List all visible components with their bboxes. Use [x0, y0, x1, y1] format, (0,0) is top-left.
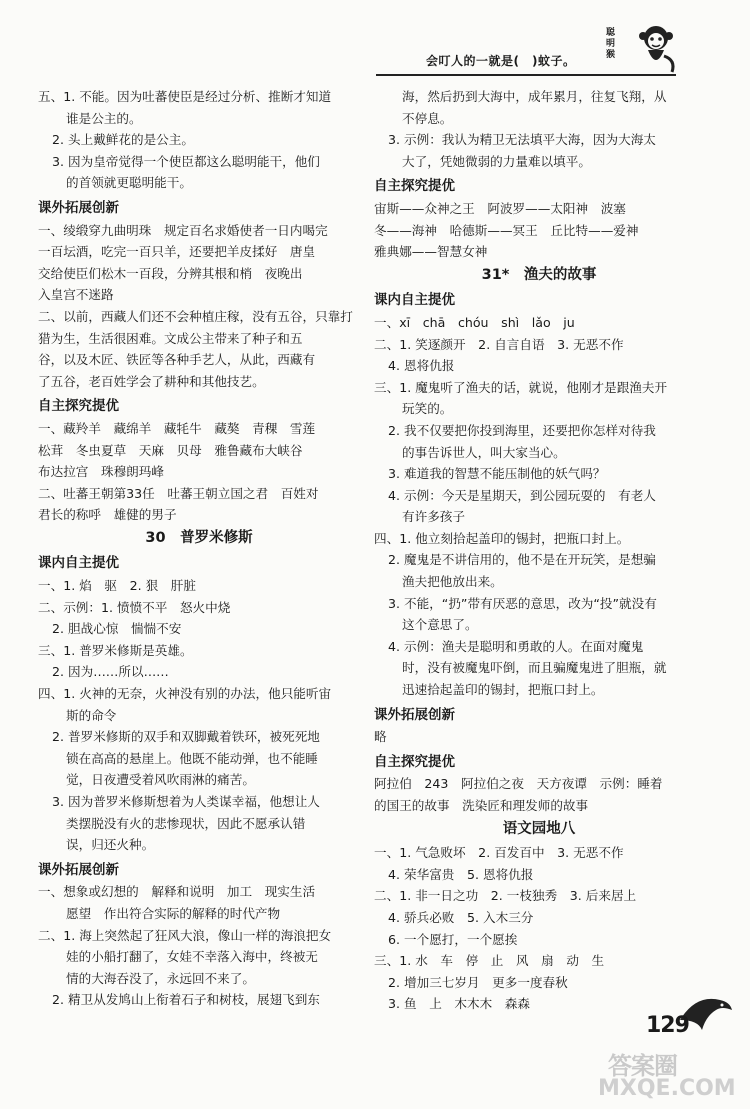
answer-line: 三、1. 普罗米修斯是英雄。: [38, 642, 193, 658]
answer-line: 2. 我不仅要把你投到海里，还要把你怎样对待我: [388, 422, 656, 438]
watermark-url: MXQE.COM: [598, 1076, 736, 1101]
answer-line: 的首领就更聪明能干。: [66, 175, 192, 191]
answer-line: 时，没有被魔鬼吓倒，而且骗魔鬼进了胆瓶，就: [402, 660, 667, 676]
left-column: [38, 86, 360, 1011]
answer-line: 大了，凭她微弱的力量难以填平。: [402, 153, 591, 169]
answer-line: 4. 恩将仇报: [388, 358, 455, 374]
answer-line: 3. 因为普罗米修斯想着为人类谋幸福，他想让人: [52, 794, 320, 809]
answer-line: 3. 鱼 上 木木木 森森: [388, 996, 530, 1012]
answer-line: 2. 因为……所以……: [52, 664, 169, 680]
answer-line: 斯的命令: [66, 707, 117, 723]
answer-line: 2. 魔鬼是不讲信用的，他不是在开玩笑，是想骗: [388, 552, 656, 568]
header-riddle: 会叮人的一就是( )蚊子。: [426, 54, 576, 68]
answer-line: 谁是公主的。: [66, 110, 142, 126]
answer-line: 玩笑的。: [402, 401, 453, 417]
section-heading: 课外拓展创新: [38, 199, 119, 216]
section-heading: 课外拓展创新: [374, 706, 455, 723]
section-heading: 自主探究提优: [374, 178, 455, 195]
right-column: [374, 86, 704, 1015]
answer-line: 有许多孩子: [402, 509, 465, 525]
answer-line: 4. 示例：渔夫是聪明和勇敢的人。在面对魔鬼: [388, 638, 644, 654]
answer-line: 4. 骄兵必败 5. 入木三分: [388, 909, 534, 925]
answer-line: 3. 难道我的智慧不能压制他的妖气吗？: [388, 466, 606, 482]
lesson-title: 30 普罗米修斯: [145, 529, 253, 546]
answer-line: 2. 精卫从发鸠山上衔着石子和树枝，展翅飞到东: [52, 992, 320, 1008]
answer-line: 五、1. 不能。因为吐蕃使臣是经过分析、推断才知道: [38, 89, 332, 104]
answer-line: 了五谷，老百姓学会了耕种和其他技艺。: [38, 373, 265, 389]
header-badge: 聪明猴: [606, 28, 616, 60]
watermark-logo: 答案圈: [608, 1052, 677, 1080]
answer-line: 四、1. 火神的无奈，火神没有别的办法，他只能听宙: [38, 686, 332, 702]
answer-line: 略: [374, 729, 387, 745]
section-heading: 课外拓展创新: [38, 861, 119, 878]
answer-line: 娃的小船打翻了，女娃不幸落入海中，终被无: [66, 949, 318, 965]
answer-line: 2. 普罗米修斯的双手和双脚戴着铁环，被死死地: [52, 729, 320, 745]
answer-line: 一、1. 气急败坏 2. 百发百中 3. 无恶不作: [374, 845, 624, 861]
answer-line: 类摆脱没有火的悲惨现状，因此不愿承认错: [66, 815, 306, 831]
answer-line: 2. 胆战心惊 惴惴不安: [52, 621, 182, 637]
answer-line: 四、1. 他立刻拾起盖印的锡封，把瓶口封上。: [374, 530, 630, 546]
answer-line: 三、1. 魔鬼听了渔夫的话，就说，他刚才是跟渔夫开: [374, 379, 668, 395]
lesson-title: 31* 渔夫的故事: [481, 266, 597, 283]
answer-line: 一、想象或幻想的 解释和说明 加工 现实生活: [38, 884, 316, 900]
answer-line: 误，归还火种。: [66, 837, 155, 853]
answer-line: 阿拉伯 243 阿拉伯之夜 天方夜谭 示例：睡着: [374, 776, 663, 792]
answer-line: 谷，以及木匠、铁匠等各种手艺人，从此，西藏有: [38, 352, 316, 368]
answer-line: 松茸 冬虫夏草 天麻 贝母 雅鲁藏布大峡谷: [38, 442, 303, 458]
answer-line: 宙斯——众神之王 阿波罗——太阳神 波塞: [374, 200, 626, 216]
page-number: 129: [646, 1013, 689, 1038]
answer-line: 二、以前，西藏人们还不会种植庄稼，没有五谷，只靠打: [38, 308, 353, 324]
answer-line: 的国王的故事 洗染匠和理发师的故事: [374, 798, 589, 813]
answer-line: 一、xī chā chóu shì lǎo ju: [374, 314, 575, 330]
answer-line: 情的大海吞没了，永远回不来了。: [66, 970, 255, 986]
answer-line: 3. 示例：我认为精卫无法填平大海，因为大海太: [388, 132, 656, 148]
answer-line: 2. 增加三七岁月 更多一度春秋: [388, 974, 568, 990]
answer-line: 4. 示例：今天是星期天，到公园玩耍的 有老人: [388, 487, 656, 503]
answer-line: 觉，日夜遭受着风吹雨淋的痛苦。: [66, 772, 255, 788]
answer-line: 不停息。: [402, 110, 453, 126]
answer-line: 交给使臣们松木一百段，分辨其根和梢 夜晚出: [38, 265, 303, 281]
answer-line: 布达拉宫 珠穆朗玛峰: [38, 464, 164, 480]
section-heading: 课内自主提优: [374, 292, 455, 309]
section-heading: 自主探究提优: [374, 753, 455, 770]
section-heading: 课内自主提优: [38, 555, 119, 572]
answer-line: 一、藏羚羊 藏绵羊 藏牦牛 藏獒 青稞 雪莲: [38, 420, 316, 436]
answer-line: 一百坛酒，吃完一百只羊，还要把羊皮揉好 唐皇: [38, 244, 316, 260]
answer-line: 入皇宫不迷路: [38, 287, 114, 303]
answer-line: 海，然后扔到大海中，成年累月，往复飞翔，从: [402, 89, 667, 104]
answer-line: 二、吐蕃王朝第33任 吐蕃王朝立国之君 百姓对: [38, 485, 319, 501]
section-heading: 自主探究提优: [38, 398, 119, 415]
answer-line: 冬——海神 哈德斯——冥王 丘比特——爱神: [374, 222, 639, 238]
answer-line: 3. 不能，“扔”带有厌恶的意思，改为“投”就没有: [388, 595, 657, 611]
answer-line: 一、1. 焰 驱 2. 狠 肝脏: [38, 578, 196, 594]
answer-line: 愿望 作出符合实际的解释的时代产物: [66, 905, 281, 921]
answer-line: 三、1. 水 车 停 止 风 扇 动 生: [374, 953, 605, 969]
answer-line: 2. 头上戴鲜花的是公主。: [52, 132, 194, 148]
answer-line: 二、示例：1. 愤愤不平 怒火中烧: [38, 599, 231, 615]
answer-line: 二、1. 笑逐颜开 2. 自言自语 3. 无恶不作: [374, 336, 624, 352]
monkey-mascot-icon: [630, 22, 680, 76]
answer-line: 锁在高高的悬崖上。他既不能动弹，也不能睡: [66, 750, 318, 766]
answer-line: 4. 荣华富贵 5. 恩将仇报: [388, 866, 534, 882]
answer-line: 二、1. 海上突然起了狂风大浪，像山一样的海浪把女: [38, 927, 332, 943]
answer-line: 猎为生，生活很困难。文成公主带来了种子和五: [38, 330, 303, 346]
answer-line: 迅速拾起盖印的锡封，把瓶口封上。: [402, 682, 604, 698]
lesson-title: 语文园地八: [502, 820, 576, 837]
answer-line: 这个意思了。: [402, 617, 478, 633]
answer-line: 3. 因为皇帝觉得一个使臣都这么聪明能干，他们: [52, 153, 320, 169]
answer-line: 6. 一个愿打，一个愿挨: [388, 931, 518, 947]
answer-line: 渔夫把他放出来。: [402, 574, 503, 590]
answer-line: 君长的称呼 雄健的男子: [38, 507, 177, 523]
answer-line: 二、1. 非一日之功 2. 一枝独秀 3. 后来居上: [374, 888, 637, 904]
answer-line: 的事告诉世人，叫大家当心。: [402, 444, 566, 460]
answer-line: 一、绫缎穿九曲明珠 规定百名求婚使者一日内喝完: [38, 222, 328, 238]
answer-line: 雅典娜——智慧女神: [374, 244, 488, 260]
